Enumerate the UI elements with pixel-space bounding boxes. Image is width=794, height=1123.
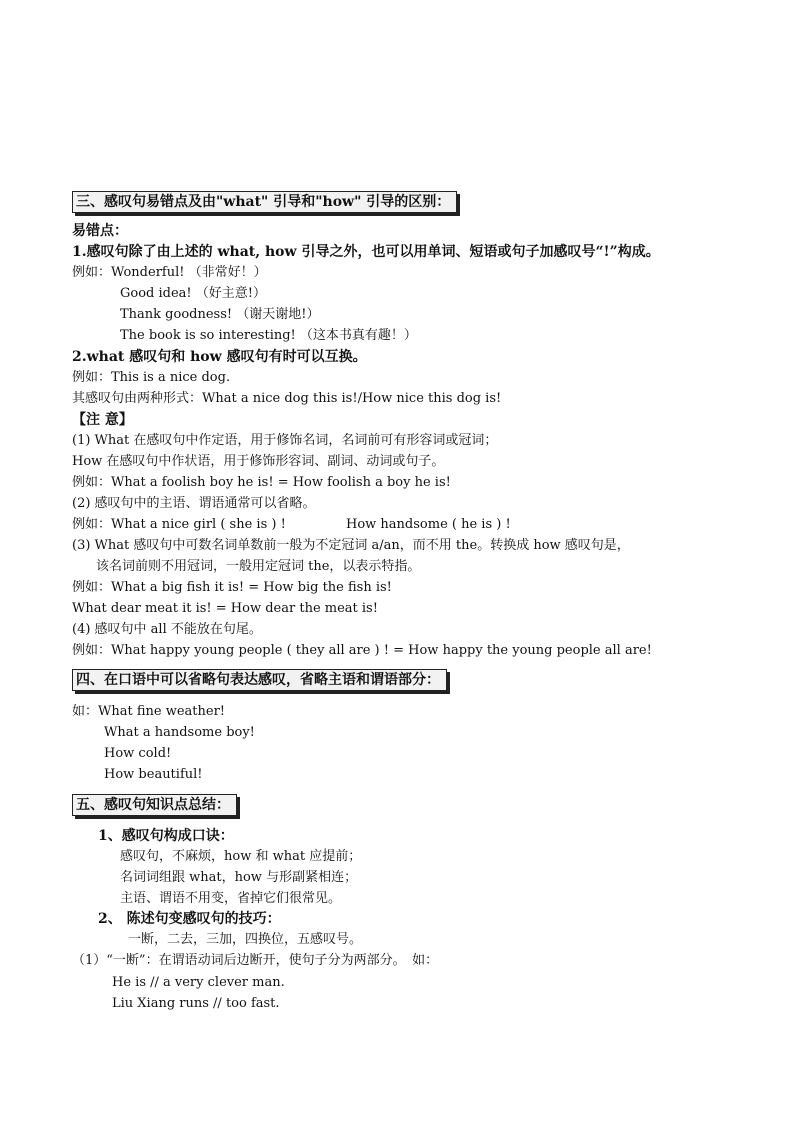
step-1: （1）“一断”：在谓语动词后边断开，使句子分为两部分。 如： [72,953,439,968]
example-line: Good idea! （好主意!） [120,286,266,301]
note-1: (1) What 在感叹句中作定语，用于修饰名词，名词前可有形容词或冠词； [72,433,498,448]
section-header-3: 三、感叹句易错点及由"what" 引导和"how" 引导的区别： [72,191,457,213]
example-line: What dear meat it is! = How dear the meat is! [72,601,378,616]
example-line: 如：What fine weather! [72,704,226,719]
heading-common-errors: 易错点： [72,223,128,239]
text-line: 该名词前则不用冠词，一般用定冠词 the，以表示特指。 [96,559,421,574]
text-line: How 在感叹句中作状语，用于修饰形容词、副词、动词或句子。 [72,454,445,469]
example-line: How cold! [104,746,172,761]
example-line: Thank goodness! （谢天谢地!） [120,307,320,322]
summary-1-title: 1、感叹句构成口诀： [98,828,234,844]
note-3: (3) What 感叹句中可数名词单数前一般为不定冠词 a/an，而不用 the。转换成 how 感叹句是， [72,538,630,553]
section-header-4: 四、在口语中可以省略句表达感叹，省略主语和谓语部分： [72,669,447,691]
rhyme-line: 感叹句，不麻烦，how 和 what 应提前； [120,849,362,864]
example-line: He is // a very clever man. [112,975,285,990]
note-4: (4) 感叹句中 all 不能放在句尾。 [72,622,262,637]
point-2: 2.what 感叹句和 how 感叹句有时可以互换。 [72,349,367,365]
example-line: 例如：What a big fish it is! = How big the fish is! [72,580,392,595]
example-line: The book is so interesting! （这本书真有趣！） [120,328,417,343]
note-2: (2) 感叹句中的主语、谓语通常可以省略。 [72,496,316,511]
section-header-5: 五、感叹句知识点总结： [72,794,237,816]
text-line: 其感叹句由两种形式：What a nice dog this is!/How nice this dog is! [72,391,502,406]
example-line: 例如：What a nice girl ( she is ) ! [72,517,286,532]
rhyme-line: 名词词组跟 what，how 与形副紧相连； [120,870,358,885]
example-line: How beautiful! [104,767,203,782]
example-line: 例如：This is a nice dog. [72,370,231,385]
summary-2-title: 2、 陈述句变感叹句的技巧： [98,911,281,927]
note-heading: 【注 意】 [72,412,133,428]
point-1: 1.感叹句除了由上述的 what, how 引导之外，也可以用单词、短语或句子加感叹号“!”构成。 [72,244,660,260]
example-line: 例如：What happy young people ( they all are ) ! = How happy the young people all are! [72,643,652,658]
example-line: How handsome ( he is ) ! [346,517,511,532]
example-line: Liu Xiang runs // too fast. [112,996,280,1011]
example-line: 例如：Wonderful! （非常好！） [72,265,267,280]
example-line: 例如：What a foolish boy he is! = How foolish a boy he is! [72,475,451,490]
text-line: 一断，二去，三加，四换位，五感叹号。 [128,932,363,947]
example-line: What a handsome boy! [104,725,255,740]
rhyme-line: 主语、谓语不用变，省掉它们很常见。 [120,891,342,906]
